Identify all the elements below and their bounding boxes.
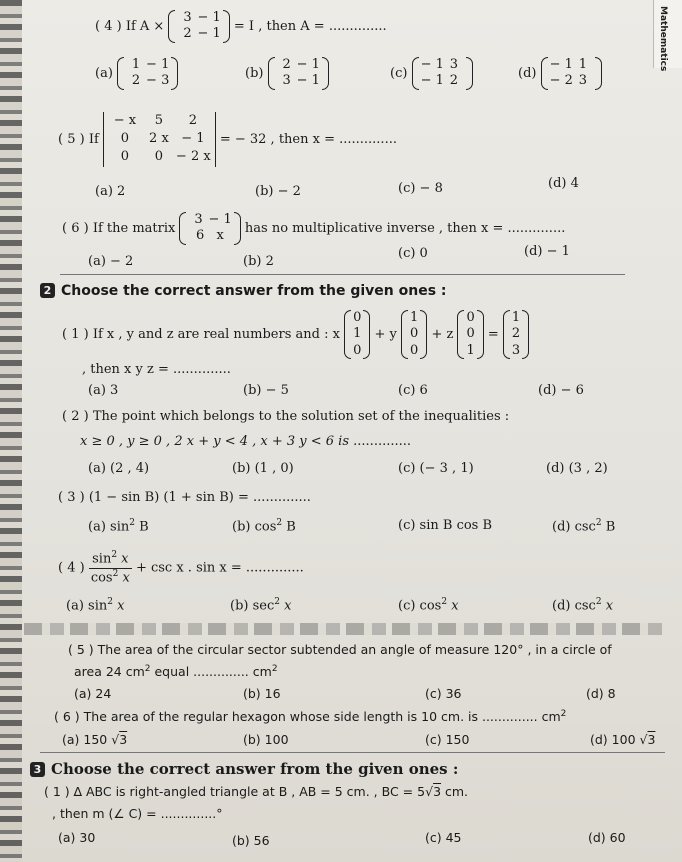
- choice-a: (a) 1 − 1 2 − 3: [95, 57, 178, 90]
- question-5: ( 5 ) If − x 5 2 0 2 x − 1 0 0 − 2 x = − 32 , then x = ..............: [58, 112, 397, 167]
- choice-d: (d) 8: [586, 686, 616, 701]
- s3-question-1: ( 1 ) ∆ ABC is right-angled triangle at B , AB = 5 cm. , BC = 5√3 cm.: [44, 784, 469, 799]
- choice-d: (d) 100 √3: [590, 732, 656, 747]
- s2-question-2: ( 2 ) The point which belongs to the solution set of the inequalities :: [62, 409, 510, 424]
- subject-tab-label: Mathematics: [658, 6, 668, 72]
- choice-c: (c) − 1 3 − 1 2: [390, 57, 473, 90]
- s2-question-3: ( 3 ) (1 − sin B) (1 + sin B) = ..............: [58, 490, 311, 505]
- choice-a: (a) $\sin^2 B$: [88, 518, 149, 535]
- question-text-end: = I , then A =: [233, 18, 325, 34]
- divider: [60, 274, 625, 275]
- answer-blank: ..............: [328, 18, 387, 34]
- choice-d: (d) 4: [548, 176, 579, 191]
- s2-question-1: ( 1 ) If x , y and z are real numbers and : x 0 1 0 + y 1 0 0 + z 0 0 1 = 1 2 3: [62, 310, 529, 359]
- choice-d: (d) (3 , 2): [546, 461, 608, 476]
- choice-b: (b) 100: [243, 732, 289, 747]
- section-2-heading: [40, 283, 447, 301]
- choice-b: (b) 56: [232, 833, 270, 848]
- choice-a: (a) − 2: [88, 254, 134, 269]
- choice-d: (d) $\csc^2 x$: [552, 597, 614, 614]
- choice-d: (d) − 1 1 − 2 3: [518, 57, 602, 90]
- s2-q2-inequalities: x ≥ 0 , y ≥ 0 , 2 x + y < 4 , x + 3 y < 6 is ..............: [80, 434, 412, 449]
- choice-b: (b) 2: [243, 254, 274, 269]
- choice-c: (c) $\cos^2 x$: [398, 597, 459, 614]
- choice-b: (b) − 5: [243, 383, 289, 398]
- s3-q1-then: , then m (∠ C) = ..............°: [52, 806, 223, 821]
- choice-b: (b) $\cos^2 B$: [232, 518, 296, 535]
- choice-d: (d) − 1: [524, 244, 570, 259]
- choice-c: (c) 150: [425, 732, 470, 747]
- s2-q5-line2: area 24 $cm^2$ equal .............. $cm^2$: [74, 664, 278, 680]
- choice-b: (b) 2 − 1 3 − 1: [245, 57, 329, 90]
- s2-question-5: ( 5 ) The area of the circular sector subtended an angle of measure 120° , in a circle of: [68, 642, 612, 657]
- question-6: ( 6 ) If the matrix 3 − 1 6 x has no multiplicative inverse , then x = ..............: [62, 212, 566, 244]
- section-3-heading: [30, 760, 458, 779]
- choice-c: (c) 45: [425, 830, 462, 845]
- fraction: $\frac{\sin^2 x}{\cos^2 x}$: [90, 550, 130, 585]
- binding-shadow: [24, 623, 664, 635]
- choice-b: (b) − 2: [255, 184, 301, 199]
- subject-tab: [653, 0, 682, 72]
- section-title: Choose the correct answer from the given ones :: [51, 760, 459, 778]
- choice-a: (a) 3: [88, 383, 119, 398]
- choice-c: (c) (− 3 , 1): [398, 461, 474, 476]
- given-matrix: 3 − 1 2 − 1: [168, 10, 229, 43]
- question-4: [95, 10, 387, 43]
- choice-d: (d) − 6: [538, 383, 584, 398]
- question-text: If A ×: [125, 18, 165, 34]
- choice-c: (c) 36: [425, 686, 462, 701]
- determinant: − x 5 2 0 2 x − 1 0 0 − 2 x: [103, 112, 216, 167]
- choice-b: (b) (1 , 0): [232, 461, 294, 476]
- choice-a: (a) (2 , 4): [88, 461, 150, 476]
- choice-b: (b) 16: [243, 686, 281, 701]
- choice-c: (c) − 8: [398, 181, 443, 196]
- notebook-spiral: [0, 0, 22, 862]
- section-badge: 2: [40, 283, 55, 298]
- section-title: Choose the correct answer from the given ones :: [61, 283, 447, 299]
- choice-c: (c) 6: [398, 383, 428, 398]
- choice-a: (a) 30: [58, 830, 96, 845]
- question-number: ( 4 ): [95, 18, 122, 34]
- divider: [40, 752, 665, 753]
- choice-d: (d) $\csc^2 B$: [552, 518, 616, 535]
- choice-c: (c) sin B cos B: [398, 518, 493, 533]
- choice-c: (c) 0: [398, 246, 428, 261]
- s2-q1-then: , then x y z = ..............: [82, 362, 231, 377]
- s2-question-6: ( 6 ) The area of the regular hexagon whose side length is 10 cm. is .............. $cm^2$: [54, 709, 567, 725]
- choice-b: (b) $\sec^2 x$: [230, 597, 292, 614]
- choice-a: (a) 24: [74, 686, 112, 701]
- section-badge: 3: [30, 762, 45, 777]
- choice-a: (a) 2: [95, 184, 126, 199]
- choice-a: (a) 150 √3: [62, 732, 128, 747]
- choice-a: (a) $\sin^2 x$: [66, 597, 125, 614]
- s2-question-4: ( 4 ) $\frac{\sin^2 x}{\cos^2 x}$ + csc x . sin x = ..............: [58, 550, 304, 585]
- choice-d: (d) 60: [588, 830, 626, 845]
